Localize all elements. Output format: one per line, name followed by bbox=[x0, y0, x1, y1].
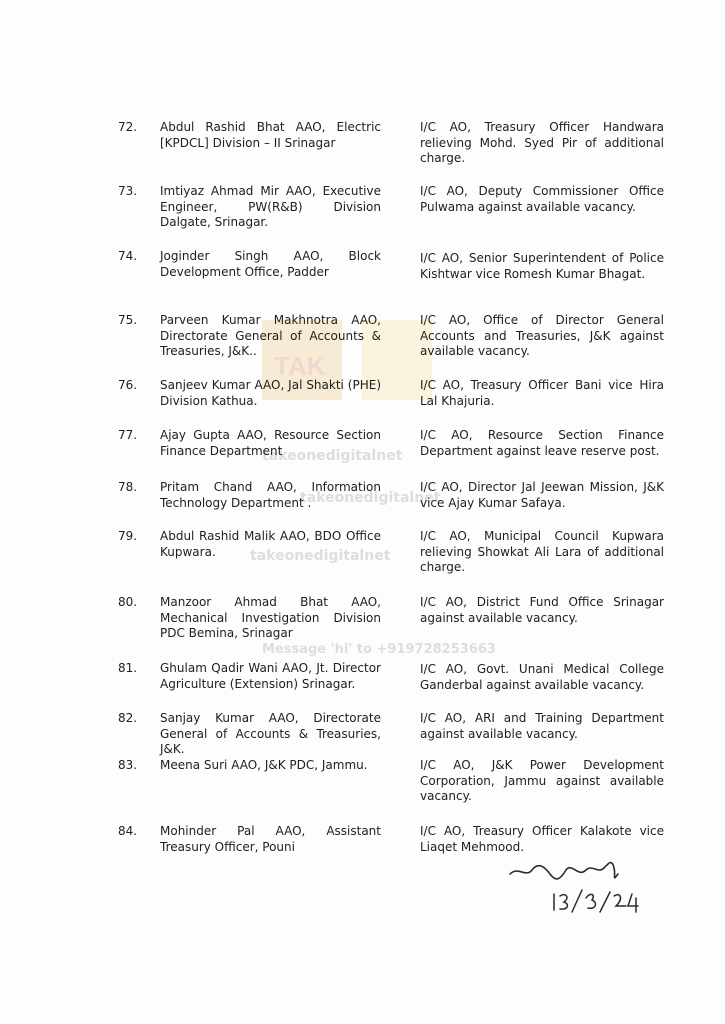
svg-text:TAK: TAK bbox=[274, 351, 326, 381]
posting-details: I/C AO, Treasury Officer Handwara relieving Mohd. Syed Pir of additional charge. bbox=[420, 120, 664, 165]
entry-number: 81. bbox=[118, 661, 138, 675]
officer-details: Imtiyaz Ahmad Mir AAO, Executive Engineer, PW(R&B) Division Dalgate, Srinagar. bbox=[160, 184, 381, 229]
posting-details: I/C AO, District Fund Office Srinagar against available vacancy. bbox=[420, 595, 664, 625]
officer-details: Parveen Kumar Makhnotra AAO, Directorate General of Accounts & Treasuries, J&K.. bbox=[160, 313, 381, 358]
handwritten-signature bbox=[500, 856, 660, 916]
officer-details: Sanjay Kumar AAO, Directorate General of Accounts & Treasuries, J&K. bbox=[160, 711, 381, 756]
posting-details: I/C AO, Deputy Commissioner Office Pulwama against available vacancy. bbox=[420, 184, 664, 214]
entry-number: 79. bbox=[118, 529, 138, 543]
officer-details: Ajay Gupta AAO, Resource Section Finance Department bbox=[160, 428, 381, 458]
watermark-site-text: takeonedigitalnet bbox=[262, 448, 403, 464]
entry-number: 73. bbox=[118, 184, 138, 198]
posting-details: I/C AO, Treasury Officer Bani vice Hira Lal Khajuria. bbox=[420, 378, 664, 408]
entry-number: 80. bbox=[118, 595, 138, 609]
watermark-message-text: Message 'hi' to +919728253663 bbox=[262, 642, 496, 657]
officer-details: Manzoor Ahmad Bhat AAO, Mechanical Investigation Division PDC Bemina, Srinagar bbox=[160, 595, 381, 640]
entry-number: 83. bbox=[118, 758, 138, 772]
officer-details: Abdul Rashid Bhat AAO, Electric [KPDCL] Division – II Srinagar bbox=[160, 120, 381, 150]
posting-details: I/C AO, Senior Superintendent of Police Kishtwar vice Romesh Kumar Bhagat. bbox=[420, 251, 664, 281]
watermark-site-text-3: takeonedigitalnet bbox=[250, 548, 391, 564]
posting-details: I/C AO, Municipal Council Kupwara relieving Showkat Ali Lara of additional charge. bbox=[420, 529, 664, 574]
officer-details: Ghulam Qadir Wani AAO, Jt. Director Agriculture (Extension) Srinagar. bbox=[160, 661, 381, 691]
officer-details: Mohinder Pal AAO, Assistant Treasury Officer, Pouni bbox=[160, 824, 381, 854]
posting-details: I/C AO, Director Jal Jeewan Mission, J&K vice Ajay Kumar Safaya. bbox=[420, 480, 664, 510]
posting-details: I/C AO, Govt. Unani Medical College Ganderbal against available vacancy. bbox=[420, 662, 664, 692]
entry-number: 74. bbox=[118, 249, 138, 263]
officer-details: Meena Suri AAO, J&K PDC, Jammu. bbox=[160, 758, 368, 772]
posting-details: I/C AO, Office of Director General Accounts and Treasuries, J&K against available vacancy. bbox=[420, 313, 664, 358]
officer-details: Abdul Rashid Malik AAO, BDO Office Kupwara. bbox=[160, 529, 381, 559]
posting-details: I/C AO, ARI and Training Department against available vacancy. bbox=[420, 711, 664, 741]
officer-details: Pritam Chand AAO, Information Technology Department . bbox=[160, 480, 381, 510]
officer-details: Joginder Singh AAO, Block Development Office, Padder bbox=[160, 249, 381, 279]
posting-details: I/C AO, Resource Section Finance Department against leave reserve post. bbox=[420, 428, 664, 458]
entry-number: 84. bbox=[118, 824, 138, 838]
entry-number: 76. bbox=[118, 378, 138, 392]
entry-number: 78. bbox=[118, 480, 138, 494]
entry-number: 72. bbox=[118, 120, 138, 134]
officer-details: Sanjeev Kumar AAO, Jal Shakti (PHE) Division Kathua. bbox=[160, 378, 381, 408]
posting-details: I/C AO, J&K Power Development Corporation, Jammu against available vacancy. bbox=[420, 758, 664, 803]
watermark-site-text-2: takeonedigitalnet bbox=[300, 490, 441, 506]
posting-details: I/C AO, Treasury Officer Kalakote vice Liaqet Mehmood. bbox=[420, 824, 664, 854]
entry-number: 82. bbox=[118, 711, 138, 725]
entry-number: 77. bbox=[118, 428, 138, 442]
entry-number: 75. bbox=[118, 313, 138, 327]
